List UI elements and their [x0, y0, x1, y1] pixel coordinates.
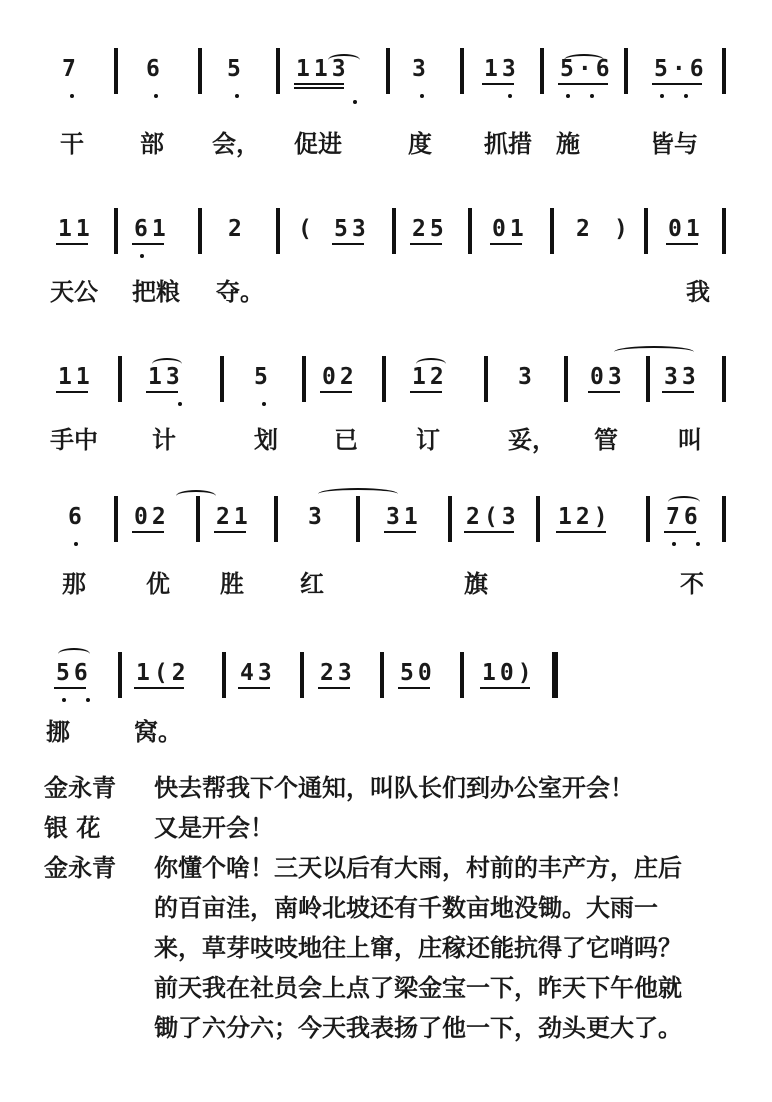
note: 25: [412, 216, 448, 256]
barline: [644, 208, 648, 254]
tie: [614, 346, 694, 358]
low-octave-dot: [672, 542, 676, 546]
barline: [118, 356, 122, 402]
lyrics-row-1: [0, 124, 772, 158]
lyric: 已: [334, 425, 358, 454]
dialogue: [44, 768, 744, 1048]
lyric: 叫: [678, 425, 702, 454]
barline: [722, 208, 726, 254]
barline: [540, 48, 544, 94]
low-octave-dot: [566, 94, 570, 98]
score-row-4: [0, 496, 772, 568]
note: 02: [322, 364, 358, 404]
lyric: 皆与: [650, 129, 698, 158]
barline: [300, 652, 304, 698]
low-octave-dot: [70, 94, 74, 98]
lyric: 不: [680, 569, 704, 598]
barline: [722, 496, 726, 542]
note: 1(2: [136, 660, 190, 700]
score-row-2: [0, 208, 772, 280]
speech-line: 快去帮我下个通知，叫队长们到办公室开会！: [154, 773, 634, 802]
lyric: 把粮: [132, 277, 180, 306]
lyric: 订: [416, 425, 440, 454]
barline: [220, 356, 224, 402]
low-octave-dot: [178, 402, 182, 406]
slur: [668, 496, 700, 508]
barline: [196, 496, 200, 542]
note: 03: [590, 364, 626, 404]
lyric: 旗: [464, 569, 488, 598]
barline: [382, 356, 386, 402]
note: 12): [558, 504, 612, 544]
tie: [176, 490, 216, 502]
speech-line: 你懂个啥！三天以后有大雨，村前的丰产方，庄后: [154, 853, 682, 882]
lyric: 划: [254, 425, 278, 454]
barline: [484, 356, 488, 402]
speech-line: 来，草芽吱吱地往上窜，庄稼还能抗得了它哨吗？: [154, 933, 682, 962]
note: 2(3: [466, 504, 520, 544]
lyric: 管: [594, 425, 618, 454]
final-barline: [552, 652, 558, 698]
note: 5: [254, 364, 272, 390]
lyric: 夺。: [216, 277, 264, 306]
note: 76: [666, 504, 702, 544]
low-octave-dot: [74, 542, 78, 546]
lyric: 度: [408, 129, 432, 158]
score-row-3: [0, 356, 772, 428]
barline: [118, 652, 122, 698]
note: 2: [228, 216, 246, 242]
lyric: 促进: [294, 129, 342, 158]
note: 11: [58, 216, 94, 256]
lyric: 部: [140, 129, 164, 158]
note: 13: [148, 364, 184, 404]
lyric: 优: [146, 569, 170, 598]
low-octave-dot: [684, 94, 688, 98]
barline: [302, 356, 306, 402]
slur: [564, 54, 604, 66]
low-octave-dot: [235, 94, 239, 98]
barline: [114, 208, 118, 254]
lyrics-row-5: [0, 712, 772, 746]
barline: [646, 496, 650, 542]
speaker: 金永青: [44, 853, 116, 882]
note: 5: [227, 56, 245, 82]
note: 02: [134, 504, 170, 544]
speaker: 金永青: [44, 773, 116, 802]
slur: [152, 358, 182, 370]
lyrics-row-2: [0, 272, 772, 306]
barline: [198, 48, 202, 94]
barline: [276, 48, 280, 94]
low-octave-dot: [420, 94, 424, 98]
note: 01: [492, 216, 528, 256]
score-row-1: [0, 48, 772, 120]
note: 3: [412, 56, 430, 82]
note: 01: [668, 216, 704, 256]
note: 56: [56, 660, 92, 700]
lyric: 窝。: [134, 717, 182, 746]
lyric: 我: [686, 277, 710, 306]
note: 10): [482, 660, 536, 700]
note: 113: [296, 56, 350, 96]
note: 3: [308, 504, 326, 530]
lyrics-row-3: [0, 420, 772, 454]
barline: [460, 652, 464, 698]
low-octave-dot: [590, 94, 594, 98]
barline: [722, 356, 726, 402]
barline: [722, 48, 726, 94]
barline: [222, 652, 226, 698]
speech-line: 锄了六分六；今天我表扬了他一下，劲头更大了。: [154, 1013, 682, 1042]
speech-line: 前天我在社员会上点了梁金宝一下，昨天下午他就: [154, 973, 682, 1002]
speaker: 银 花: [44, 813, 101, 842]
barline: [468, 208, 472, 254]
note: 7: [62, 56, 80, 82]
note: 6: [68, 504, 86, 530]
lyric: 抓措: [484, 129, 532, 158]
lyric: 手中: [50, 425, 98, 454]
lyric: 妥，: [508, 425, 556, 454]
lyric: 那: [62, 569, 86, 598]
note: 5·6: [654, 56, 708, 96]
barline: [448, 496, 452, 542]
note: 3: [518, 364, 536, 390]
barline: [624, 48, 628, 94]
note: 43: [240, 660, 276, 700]
note: 12: [412, 364, 448, 404]
low-octave-dot: [62, 698, 66, 702]
lyric: 胜: [220, 569, 244, 598]
lyric: 红: [300, 569, 324, 598]
low-octave-dot: [262, 402, 266, 406]
lyric: 会，: [212, 129, 260, 158]
barline: [114, 48, 118, 94]
note: 13: [484, 56, 520, 96]
note: 11: [58, 364, 94, 404]
barline: [550, 208, 554, 254]
slur: [416, 358, 446, 370]
barline: [646, 356, 650, 402]
note: 31: [386, 504, 422, 544]
note: 5·6: [560, 56, 614, 96]
barline: [460, 48, 464, 94]
low-octave-dot: [86, 698, 90, 702]
note: (: [298, 216, 316, 242]
low-octave-dot: [660, 94, 664, 98]
note: 23: [320, 660, 356, 700]
low-octave-dot: [696, 542, 700, 546]
lyric: 天公: [50, 277, 98, 306]
barline: [380, 652, 384, 698]
barline: [114, 496, 118, 542]
low-octave-dot: [140, 254, 144, 258]
barline: [386, 48, 390, 94]
barline: [536, 496, 540, 542]
dialogue-entry: [44, 808, 744, 848]
dialogue-entry: [44, 848, 744, 1048]
lyric: 施: [556, 129, 580, 158]
barline: [392, 208, 396, 254]
lyric: 计: [152, 425, 176, 454]
barline: [356, 496, 360, 542]
lyrics-row-4: [0, 564, 772, 598]
barline: [276, 208, 280, 254]
low-octave-dot: [353, 100, 357, 104]
slur: [328, 54, 360, 66]
lyric: 干: [60, 129, 84, 158]
note: 61: [134, 216, 170, 256]
low-octave-dot: [154, 94, 158, 98]
low-octave-dot: [508, 94, 512, 98]
note: 2: [576, 216, 594, 242]
barline: [198, 208, 202, 254]
note: 53: [334, 216, 370, 256]
note: ): [614, 216, 632, 242]
note: 50: [400, 660, 436, 700]
dialogue-entry: [44, 768, 744, 808]
slur: [58, 648, 90, 660]
note: 6: [146, 56, 164, 82]
speech-line: 又是开会！: [154, 813, 274, 842]
barline: [564, 356, 568, 402]
lyric: 挪: [46, 717, 70, 746]
speech-line: 的百亩洼，南岭北坡还有千数亩地没锄。大雨一: [154, 893, 658, 922]
note: 33: [664, 364, 700, 404]
barline: [274, 496, 278, 542]
note: 21: [216, 504, 252, 544]
